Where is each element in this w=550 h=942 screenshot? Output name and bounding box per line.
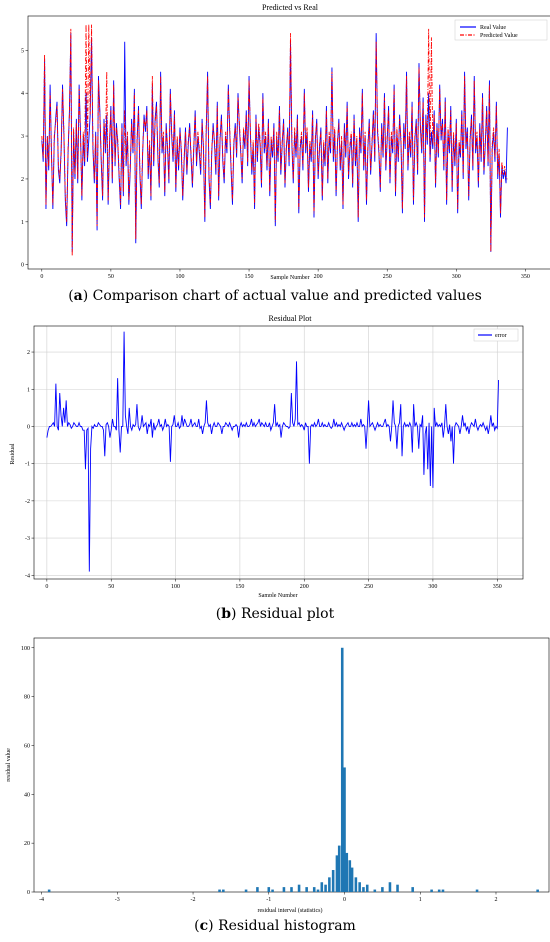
legend-predicted-label: Predicted Value — [480, 33, 518, 39]
chart-a-xtick-label: 300 — [451, 274, 461, 280]
chart-b-legend — [474, 329, 518, 341]
chart-c-xtick-label: -1 — [266, 897, 272, 903]
chart-c-bar — [476, 890, 479, 892]
chart-c-bar — [358, 882, 361, 892]
chart-c-bar — [256, 887, 259, 892]
chart-b-frame — [34, 326, 523, 579]
caption-b: (b) Residual plot — [215, 606, 335, 622]
chart-c-bar — [349, 860, 352, 892]
chart-c-bar — [343, 767, 346, 892]
chart-c-bar — [338, 846, 341, 892]
chart-c-bar — [218, 890, 221, 892]
chart-c-ytick-label: 20 — [24, 841, 30, 848]
chart-b-xtick-label: 300 — [428, 584, 438, 590]
chart-c-bar — [321, 882, 324, 892]
chart-b-ylabel: Residual — [10, 443, 16, 465]
chart-c-bar — [362, 887, 365, 892]
chart-c-ytick-label: 60 — [24, 743, 30, 750]
chart-c-bar — [298, 885, 301, 892]
chart-c-xtick-label: 0 — [343, 897, 347, 903]
chart-a-xtick-label: 350 — [520, 274, 530, 280]
chart-b-series-error — [47, 332, 499, 572]
chart-a-ytick-label: 0 — [21, 262, 24, 269]
chart-a-xtick-label: 50 — [107, 274, 114, 280]
chart-b-xtick-label: 200 — [299, 584, 309, 590]
chart-predicted-vs-real — [0, 0, 550, 280]
caption-a: (a) Comparison chart of actual value and predicted values — [68, 288, 482, 304]
chart-a-xtick-label: 150 — [244, 274, 254, 280]
chart-b-ytick-label: 1 — [27, 387, 30, 394]
caption-c-letter: c — [199, 918, 209, 934]
chart-c-bar — [430, 890, 433, 892]
chart-a-ytick-label: 1 — [21, 219, 24, 226]
chart-c-xtick-label: -2 — [190, 897, 196, 903]
chart-c-bar — [536, 890, 539, 892]
chart-c-bar — [271, 890, 274, 892]
chart-c-bar — [336, 855, 339, 892]
chart-c-bar — [341, 648, 344, 892]
chart-b-ytick-label: -3 — [25, 536, 30, 543]
chart-b-title: Residual Plot — [268, 314, 312, 323]
panel-a — [0, 0, 550, 312]
caption-b-letter: b — [221, 606, 232, 622]
legend-real-label: Real Value — [480, 25, 507, 31]
legend-error-label: error — [495, 333, 507, 339]
chart-a-xtick-label: 100 — [175, 274, 185, 280]
chart-residual-histogram — [0, 632, 550, 914]
chart-b-xlabel: Sample Number — [258, 593, 298, 597]
chart-c-bar — [48, 890, 51, 892]
chart-c-ylabel: residual value — [6, 748, 12, 782]
chart-c-bar — [355, 877, 358, 892]
chart-b-xtick-label: 100 — [171, 584, 181, 590]
chart-c-ytick-label: 0 — [27, 890, 30, 896]
chart-c-bar — [381, 887, 384, 892]
caption-b-text: Residual plot — [240, 606, 335, 622]
chart-c-frame — [34, 638, 549, 892]
chart-b-ytick-label: -2 — [25, 498, 30, 505]
chart-c-xtick-label: -3 — [114, 897, 120, 903]
chart-c-bar — [374, 890, 377, 892]
chart-a-ytick-label: 5 — [21, 48, 24, 55]
chart-c-ytick-label: 40 — [24, 792, 30, 799]
chart-a-title: Predicted vs Real — [262, 3, 318, 12]
chart-a-ytick-label: 4 — [21, 91, 24, 98]
chart-c-ytick-label: 80 — [24, 694, 30, 701]
chart-a-xlabel: Sample Number — [270, 275, 310, 280]
chart-a-legend — [455, 20, 547, 40]
chart-c-bar — [290, 887, 293, 892]
chart-b-ytick-label: -1 — [25, 461, 30, 468]
chart-c-bar — [267, 887, 270, 892]
chart-c-bar — [442, 890, 445, 892]
chart-a-xtick-label: 0 — [40, 274, 44, 280]
chart-c-bar — [317, 890, 320, 892]
panel-b — [0, 312, 550, 630]
chart-a-xtick-label: 200 — [313, 274, 323, 280]
chart-c-bar — [345, 853, 348, 892]
chart-c-bar — [245, 890, 248, 892]
chart-c-bar — [396, 885, 399, 892]
chart-c-ytick-label: 100 — [21, 645, 30, 652]
chart-c-bar — [438, 890, 441, 892]
caption-a-letter: a — [73, 288, 83, 304]
chart-a-ytick-label: 3 — [21, 134, 24, 141]
chart-c-bar — [313, 887, 316, 892]
chart-c-bar — [324, 885, 327, 892]
chart-c-bar — [389, 882, 392, 892]
caption-a-text: Comparison chart of actual value and predicted values — [92, 288, 482, 304]
caption-c: (c) Residual histogram — [194, 918, 356, 934]
chart-b-xtick-label: 350 — [492, 584, 502, 590]
chart-a-ytick-label: 2 — [21, 176, 24, 183]
chart-a-series-predicted-value — [42, 25, 508, 257]
chart-c-xlabel: residual interval (statistics) — [257, 908, 323, 914]
chart-b-xtick-label: 250 — [364, 584, 374, 590]
caption-c-text: Residual histogram — [218, 918, 356, 934]
chart-c-bar — [328, 877, 331, 892]
chart-b-xtick-label: 150 — [235, 584, 245, 590]
chart-c-bar — [305, 887, 308, 892]
chart-c-xtick-label: -4 — [39, 897, 45, 903]
panel-c — [0, 632, 550, 942]
chart-c-xtick-label: 1 — [418, 897, 422, 903]
chart-a-xtick-label: 250 — [382, 274, 392, 280]
chart-residual-plot — [0, 312, 550, 597]
chart-c-bar — [283, 887, 286, 892]
chart-c-bar — [411, 887, 414, 892]
chart-c-bar — [351, 868, 354, 892]
chart-b-xtick-label: 0 — [45, 584, 49, 590]
chart-c-bar — [222, 890, 225, 892]
chart-b-ytick-label: 0 — [27, 424, 30, 431]
chart-b-ytick-label: -4 — [25, 573, 30, 580]
chart-b-ytick-label: 2 — [27, 350, 30, 357]
chart-c-bar — [366, 885, 369, 892]
chart-c-bar — [332, 870, 335, 892]
chart-c-xtick-label: 2 — [494, 897, 498, 903]
chart-b-xtick-label: 50 — [108, 584, 115, 590]
